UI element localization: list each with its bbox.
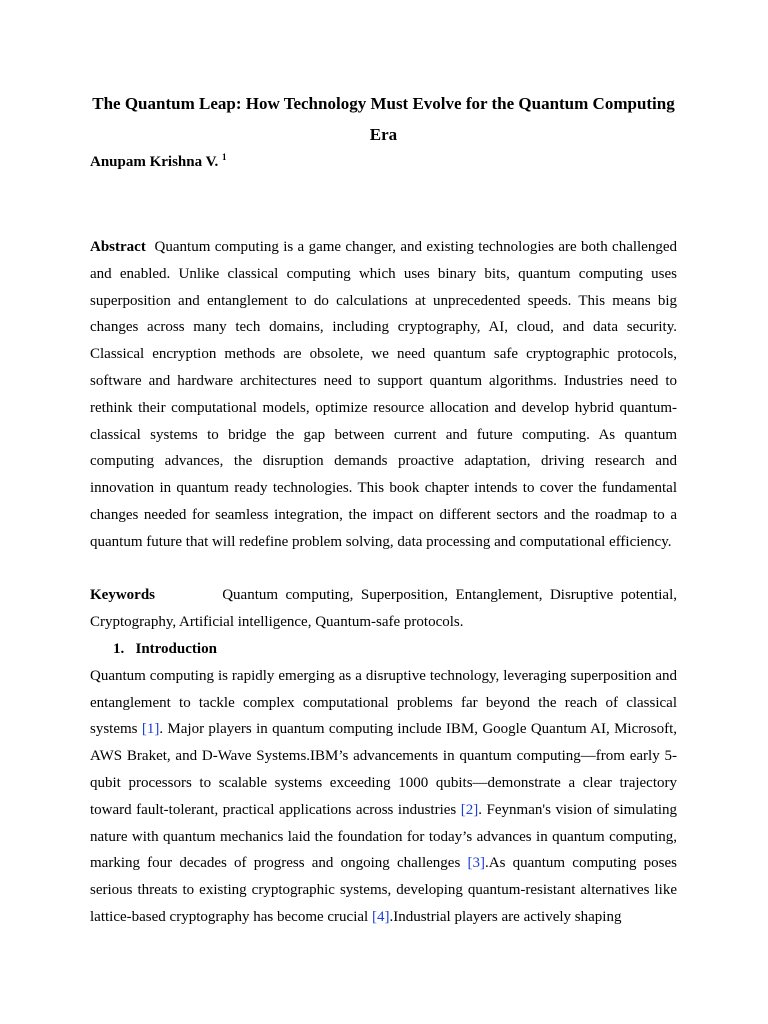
abstract-label: Abstract — [90, 239, 146, 255]
paper-title: The Quantum Leap: How Technology Must Evolve for the Quantum Computing Era — [92, 94, 675, 144]
introduction-paragraph — [90, 663, 677, 931]
author-line — [90, 152, 677, 172]
citation-link-4[interactable]: [4] — [371, 908, 390, 925]
intro-text-5: .Industrial players are actively shaping — [389, 908, 622, 925]
abstract-paragraph — [90, 234, 677, 556]
abstract-text: Quantum computing is a game changer, and existing technologies are both challenged and enabled. Unlike classical computing which uses binary bits, quantum computing uses superposition and entanglement to do calculations at unprecedented speeds. This means big changes across many tech domains, including cryptography, AI, cloud, and data security. Classical encryption methods are obsolete, we need quantum safe cryptographic protocols, software and hardware architectures need to support quantum algorithms. Industries need to rethink their computational models, optimize resource allocation and develop hybrid quantum-classical systems to bridge the gap between current and future computing. As quantum computing advances, the disruption demands proactive adaptation, driving research and innovation in quantum ready technologies. This book chapter intends to cover the fundamental changes needed for seamless integration, the impact on different sectors and the roadmap to a quantum future that will redefine problem solving, data processing and computational efficiency. — [90, 239, 677, 550]
paper-page — [90, 88, 677, 931]
section-heading-introduction — [90, 636, 677, 663]
author-name: Anupam Krishna V. — [90, 154, 219, 170]
citation-link-3[interactable]: [3] — [467, 855, 485, 872]
section-number: 1. — [113, 640, 125, 657]
section-title: Introduction — [135, 640, 217, 657]
citation-link-1[interactable]: [1] — [141, 721, 160, 738]
keywords-paragraph — [90, 582, 677, 636]
intro-text-1: Quantum computing is rapidly emerging as a disruptive technology, leveraging superposition and entanglement to tackle complex computational problems far beyond the reach of classical systems — [90, 667, 677, 738]
affiliation-marker: 1 — [222, 152, 227, 162]
intro-text-2: . Major players in quantum computing include IBM, Google Quantum AI, Microsoft, AWS Braket, and D-Wave Systems.IBM’s advancements in quantum computing—from early 5-qubit processors to scalable systems exceeding 1000 qubits—demonstrate a clear trajectory toward fault-tolerant, practical applications across industries — [90, 721, 677, 818]
intro-text-4: .As quantum computing poses serious threats to existing cryptographic systems, developing quantum-resistant alternatives like lattice-based cryptography has become crucial — [90, 855, 677, 925]
keywords-label: Keywords — [90, 587, 155, 604]
citation-link-2[interactable]: [2] — [460, 801, 479, 818]
intro-text-3: . Feynman's vision of simulating nature with quantum mechanics laid the foundation for today’s advances in quantum computing, marking four decades of progress and ongoing challenges — [90, 801, 677, 872]
keywords-text: Quantum computing, Superposition, Entanglement, Disruptive potential, Cryptography, Artificial intelligence, Quantum-safe protocols. — [90, 587, 677, 631]
